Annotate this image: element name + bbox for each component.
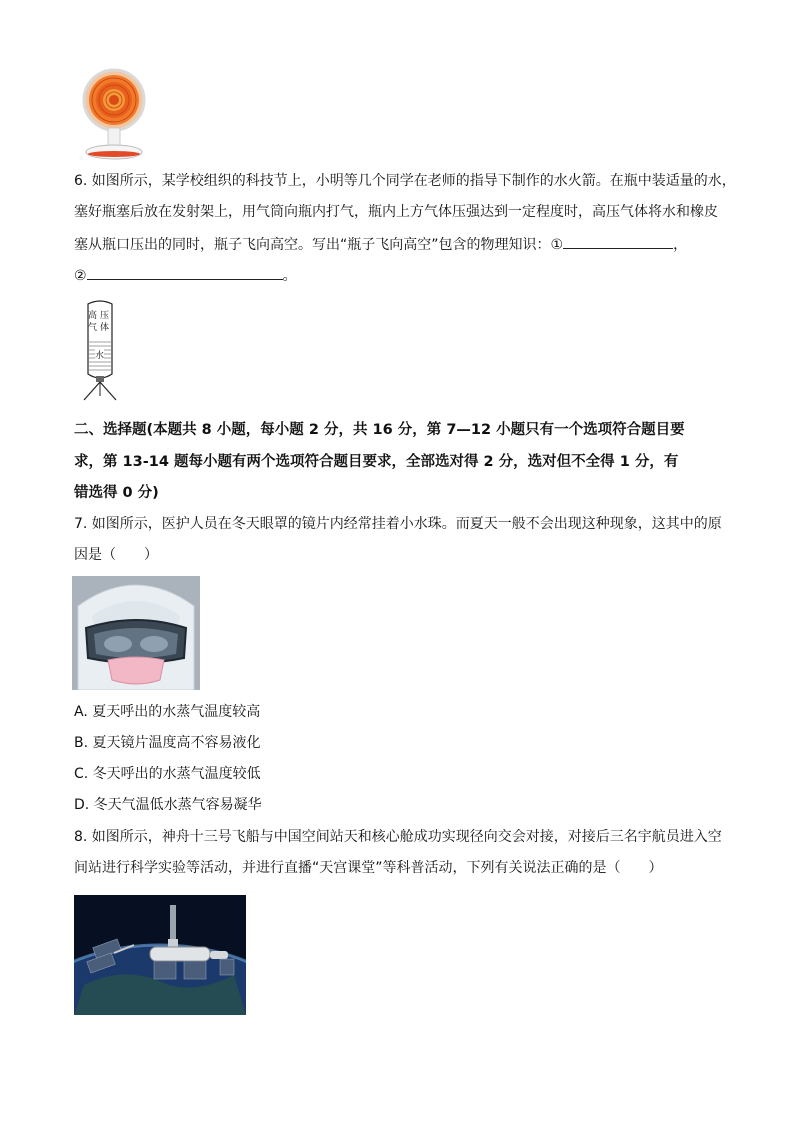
q8-line-1: 8. 如图所示，神舟十三号飞船与中国空间站天和核心舱成功实现径向交会对接，对接后三名宇航员进入空	[74, 829, 722, 845]
section-2-line-3: 错选得 0 分)	[74, 485, 159, 501]
space-station-image	[74, 895, 246, 1015]
q7-option-c[interactable]: C. 冬天呼出的水蒸气温度较低	[74, 766, 261, 782]
q6-line-4-end: 。	[282, 268, 297, 284]
q6-line-1: 6. 如图所示，某学校组织的科技节上，小明等几个同学在老师的指导下制作的水火箭。在瓶中装适量的水，	[74, 173, 736, 189]
q7-option-b[interactable]: B. 夏天镜片温度高不容易液化	[74, 735, 261, 751]
q7-line-2: 因是（ ）	[74, 547, 158, 563]
heater-image	[74, 66, 154, 162]
gas-label-2: 压	[100, 311, 110, 321]
medical-worker-image	[72, 576, 200, 690]
q8-line-2: 间站进行科学实验等活动，并进行直播“天宫课堂”等科普活动，下列有关说法正确的是（ ）	[74, 860, 663, 876]
q7-line-1: 7. 如图所示，医护人员在冬天眼罩的镜片内经常挂着小水珠。而夏天一般不会出现这种现象，这其中的原	[74, 516, 722, 532]
q6-line-3-text: 塞从瓶口压出的同时，瓶子飞向高空。写出“瓶子飞向高空”包含的物理知识：①	[74, 237, 564, 253]
section-2-line-1: 二、选择题(本题共 8 小题，每小题 2 分，共 16 分，第 7—12 小题只有一个选项符合题目要	[74, 422, 685, 438]
q7-option-d[interactable]: D. 冬天气温低水蒸气容易凝华	[74, 797, 262, 813]
q6-line-3	[74, 234, 687, 255]
q7-option-a[interactable]: A. 夏天呼出的水蒸气温度较高	[74, 704, 261, 720]
gas-label-3: 气	[88, 323, 98, 333]
section-2-line-2: 求，第 13-14 题每小题有两个选项符合题目要求，全部选对得 2 分，选对但不全得 1 分，有	[74, 454, 679, 470]
water-rocket-figure	[76, 300, 124, 402]
answer-blank-2[interactable]	[87, 265, 283, 280]
gas-label-1: 高	[88, 311, 98, 321]
q6-line-2: 塞好瓶塞后放在发射架上，用气筒向瓶内打气，瓶内上方气体压强达到一定程度时，高压气体将水和橡皮	[74, 204, 718, 220]
gas-label-4: 体	[100, 323, 110, 333]
q6-line-4-text: ②	[74, 268, 87, 284]
water-label: 水	[95, 348, 104, 361]
answer-blank-1[interactable]	[563, 234, 673, 249]
q6-line-4	[74, 265, 297, 286]
q6-line-3-comma: ，	[673, 237, 688, 253]
